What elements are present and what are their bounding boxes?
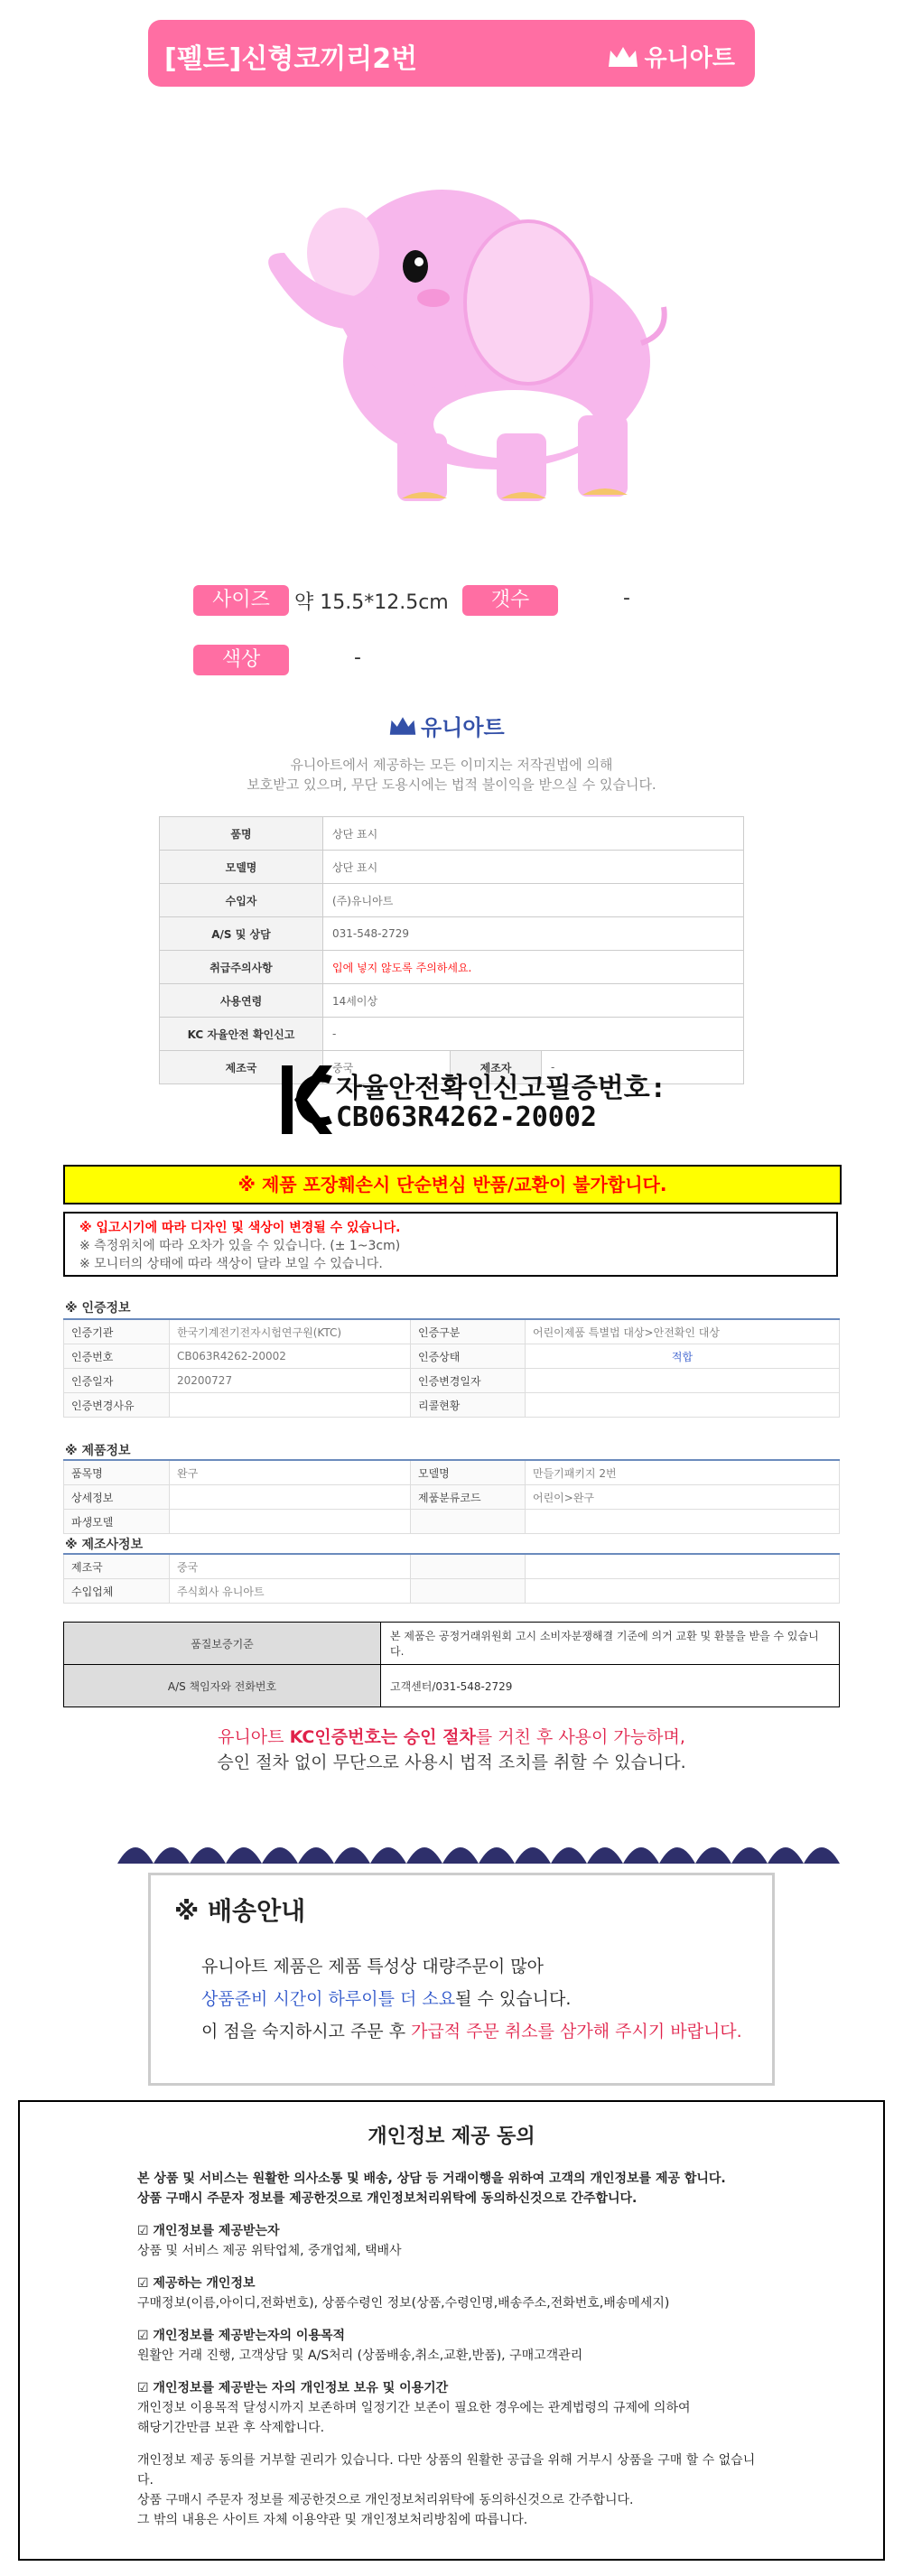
shipping-title: ※ 배송안내 <box>174 1896 306 1926</box>
copyright-notice-2: 보호받고 있으며, 무단 도용시에는 법적 불이익을 받으실 수 있습니다. <box>247 777 656 793</box>
quality-value: 본 제품은 공정거래위원회 고시 소비자분쟁해결 기준에 의거 교환 및 환불을 받을 수 있습니다. <box>381 1623 840 1665</box>
shipping-line-1: 유니아트 제품은 제품 특성상 대량주문이 많아 <box>201 1957 544 1976</box>
cert-section-title: ※ 인증정보 <box>65 1301 131 1316</box>
notice-part: 를 거친 후 사용이 가능하며, <box>475 1727 685 1747</box>
cell-label: 리콜현황 <box>411 1393 526 1418</box>
cell-value <box>170 1393 411 1418</box>
cell-value: 완구 <box>170 1460 411 1485</box>
table-row <box>64 1344 840 1369</box>
cert-table <box>63 1318 840 1418</box>
row-label: 사용연령 <box>160 984 323 1018</box>
row-value: 상단 표시 <box>323 817 744 851</box>
cell-value <box>526 1554 840 1579</box>
privacy-section-head: ☑ 개인정보를 제공받는자 <box>137 2224 280 2238</box>
shipping-text: 될 수 있습니다. <box>455 1989 572 2009</box>
cell-value: 주식회사 유니아트 <box>170 1579 411 1604</box>
row-value: (주)유니아트 <box>323 884 744 917</box>
crown-icon <box>607 45 639 69</box>
row-value: 상단 표시 <box>323 851 744 884</box>
row-value: 14세이상 <box>323 984 744 1018</box>
notice-line2: 승인 절차 없이 무단으로 사용시 법적 조치를 취할 수 있습니다. <box>217 1753 686 1772</box>
shipping-highlight: 가급적 주문 취소를 삼가해 주시기 바랍니다. <box>411 2022 742 2041</box>
shipping-info-box <box>148 1873 775 2086</box>
privacy-section-body: 개인정보 이용목적 달성시까지 보존하며 일정기간 보존이 필요한 경우에는 관계법령의 규제에 의하여 <box>137 2401 691 2415</box>
kc-cert-number: CB063R4262-20002 <box>336 1102 597 1133</box>
cell-label: 인증번호 <box>64 1344 170 1369</box>
cell-label: 상세정보 <box>64 1485 170 1510</box>
privacy-section-body: 해당기간만큼 보관 후 삭제합니다. <box>137 2421 325 2435</box>
kc-mark-icon <box>280 1064 332 1136</box>
cell-value: 중국 <box>170 1554 411 1579</box>
crown-icon <box>388 715 417 737</box>
cell-value <box>170 1485 411 1510</box>
table-row <box>64 1369 840 1393</box>
privacy-section <box>137 2378 766 2438</box>
row-label: 품명 <box>160 817 323 851</box>
privacy-section-body: 구매정보(이름,아이디,전화번호), 상품수령인 정보(상품,수령인명,배송주소,전화번호,배송메세지) <box>137 2296 670 2311</box>
table-row <box>64 1460 840 1485</box>
return-warning-banner: ※ 제품 포장훼손시 단순변심 반품/교환이 불가합니다. <box>63 1165 842 1204</box>
cell-label: 인증변경사유 <box>64 1393 170 1418</box>
product-table-row <box>160 884 744 917</box>
cell-label: 인증일자 <box>64 1369 170 1393</box>
product-table-row <box>160 851 744 884</box>
cell-label <box>411 1579 526 1604</box>
cell-value <box>526 1579 840 1604</box>
privacy-section <box>137 2274 766 2313</box>
privacy-title: 개인정보 제공 동의 <box>368 2125 535 2148</box>
cell-value: 적합 <box>526 1344 840 1369</box>
cell-value: 어린이>완구 <box>526 1485 840 1510</box>
cell-label: 제품분류코드 <box>411 1485 526 1510</box>
row-label: 취급주의사항 <box>160 951 323 984</box>
brand-mid-logo <box>388 710 505 741</box>
privacy-section <box>137 2221 766 2261</box>
note-line: ※ 입고시기에 따라 디자인 및 색상이 변경될 수 있습니다. <box>79 1221 401 1235</box>
privacy-consent-box <box>18 2100 885 2561</box>
cell-value <box>526 1369 840 1393</box>
kc-cert-label: 자율안전확인신고필증번호: <box>336 1073 666 1104</box>
table-row <box>64 1319 840 1344</box>
cell-value: CB063R4262-20002 <box>170 1344 411 1369</box>
cell-label: 인증기관 <box>64 1319 170 1344</box>
color-value: - <box>354 646 361 669</box>
brand-name: 유니아트 <box>644 45 735 72</box>
maker-value: - <box>542 1051 744 1084</box>
quality-table <box>63 1622 840 1707</box>
table-row <box>64 1393 840 1418</box>
as-value: 고객센터/031-548-2729 <box>381 1665 840 1707</box>
shipping-line-2 <box>201 1985 571 2010</box>
notes-box <box>63 1212 838 1277</box>
shipping-line-3 <box>201 2018 742 2042</box>
row-label: KC 자율안전 확인신고 <box>160 1018 323 1051</box>
cell-label: 파생모델 <box>64 1510 170 1534</box>
product-title-bar <box>148 20 755 87</box>
table-row <box>64 1579 840 1604</box>
privacy-intro-line: 상품 구매시 주문자 정보를 제공한것으로 개인정보처리위탁에 동의하신것으로 간주합니다. <box>137 2191 638 2206</box>
product-table-row <box>160 951 744 984</box>
elephant-product-image <box>217 144 686 524</box>
privacy-footer-line: 그 밖의 내용은 사이트 자체 이용약관 및 개인정보처리방침에 따릅니다. <box>137 2513 528 2527</box>
table-row <box>64 1510 840 1534</box>
cell-label: 제조국 <box>64 1554 170 1579</box>
count-value: - <box>623 587 630 609</box>
privacy-footer <box>137 2450 766 2530</box>
privacy-footer-line: 개인정보 제공 동의를 거부할 권리가 있습니다. 다만 상품의 원활한 공급을 위해 거부시 상품을 구매 할 수 없습니다. <box>137 2453 756 2488</box>
product-table-row <box>160 984 744 1018</box>
cell-label: 인증상태 <box>411 1344 526 1369</box>
cell-label <box>411 1510 526 1534</box>
quality-label: 품질보증기준 <box>64 1623 381 1665</box>
product-info-table <box>159 816 744 1084</box>
product-table-row <box>160 1018 744 1051</box>
row-label: A/S 및 상담 <box>160 917 323 951</box>
maker-label: 제조자 <box>451 1051 542 1084</box>
privacy-section-body: 원활안 거래 진행, 고객상담 및 A/S처리 (상품배송,취소,교환,반품), 구매고객관리 <box>137 2348 583 2363</box>
shipping-highlight: 상품준비 시간이 하루이틀 더 소요 <box>201 1989 456 2009</box>
brand-mid-name: 유니아트 <box>421 715 505 740</box>
privacy-intro-line: 본 상품 및 서비스는 원활한 의사소통 및 배송, 상담 등 거래이행을 위하여 고객의 개인정보를 제공 합니다. <box>137 2171 726 2186</box>
table-row <box>64 1554 840 1579</box>
privacy-section-body: 상품 및 서비스 제공 위탁업체, 중개업체, 택배사 <box>137 2244 402 2258</box>
product-table <box>63 1459 840 1534</box>
row-value: 입에 넣지 않도록 주의하세요. <box>323 951 744 984</box>
privacy-intro <box>137 2169 766 2209</box>
size-value: 약 15.5*12.5cm <box>294 591 449 614</box>
copyright-notice-1: 유니아트에서 제공하는 모든 이미지는 저작권법에 의해 <box>290 757 613 773</box>
privacy-section-head: ☑ 개인정보를 제공받는자의 이용목적 <box>137 2329 346 2343</box>
kc-usage-notice <box>0 1725 903 1775</box>
cell-label: 모델명 <box>411 1460 526 1485</box>
product-table-row <box>160 917 744 951</box>
wave-divider <box>117 1831 840 1864</box>
shipping-text: 이 점을 숙지하시고 주문 후 <box>201 2022 412 2041</box>
maker-table <box>63 1553 840 1604</box>
product-section-title: ※ 제품정보 <box>65 1444 131 1458</box>
product-title: [펠트]신형코끼리2번 <box>164 43 418 75</box>
table-row <box>64 1485 840 1510</box>
cell-value <box>170 1510 411 1534</box>
row-label: 모델명 <box>160 851 323 884</box>
notice-part: KC인증번호는 승인 절차 <box>289 1727 476 1747</box>
notice-part: 유니아트 <box>218 1727 290 1747</box>
cell-value <box>526 1510 840 1534</box>
row-value: - <box>323 1018 744 1051</box>
privacy-section-head: ☑ 개인정보를 제공받는 자의 개인정보 보유 및 이용기간 <box>137 2381 449 2395</box>
cell-value: 만들기패키지 2번 <box>526 1460 840 1485</box>
cell-value: 어린이제품 특별법 대상>안전확인 대상 <box>526 1319 840 1344</box>
cell-label <box>411 1554 526 1579</box>
note-line: ※ 측정위치에 따라 오차가 있을 수 있습니다. (± 1~3cm) <box>79 1239 401 1253</box>
row-label: 수입자 <box>160 884 323 917</box>
maker-section-title: ※ 제조사정보 <box>65 1538 144 1552</box>
cell-value: 20200727 <box>170 1369 411 1393</box>
cell-label: 인증구분 <box>411 1319 526 1344</box>
privacy-section <box>137 2326 766 2366</box>
size-label: 사이즈 <box>193 585 289 616</box>
note-line: ※ 모니터의 상태에 따라 색상이 달라 보일 수 있습니다. <box>79 1257 383 1271</box>
cell-value <box>526 1393 840 1418</box>
color-label: 색상 <box>193 645 289 675</box>
cell-label: 인증변경일자 <box>411 1369 526 1393</box>
cell-label: 품목명 <box>64 1460 170 1485</box>
origin-value: 중국 <box>323 1051 451 1084</box>
cell-label: 수입업체 <box>64 1579 170 1604</box>
count-label: 갯수 <box>462 585 558 616</box>
privacy-section-head: ☑ 제공하는 개인정보 <box>137 2276 256 2291</box>
product-table-row <box>160 817 744 851</box>
privacy-footer-line: 상품 구매시 주문자 정보를 제공한것으로 개인정보처리위탁에 동의하신것으로 간주합니다. <box>137 2493 634 2507</box>
brand-logo <box>607 40 735 73</box>
origin-label: 제조국 <box>160 1051 323 1084</box>
as-label: A/S 책임자와 전화번호 <box>64 1665 381 1707</box>
cell-value: 한국기계전기전자시험연구원(KTC) <box>170 1319 411 1344</box>
row-value: 031-548-2729 <box>323 917 744 951</box>
